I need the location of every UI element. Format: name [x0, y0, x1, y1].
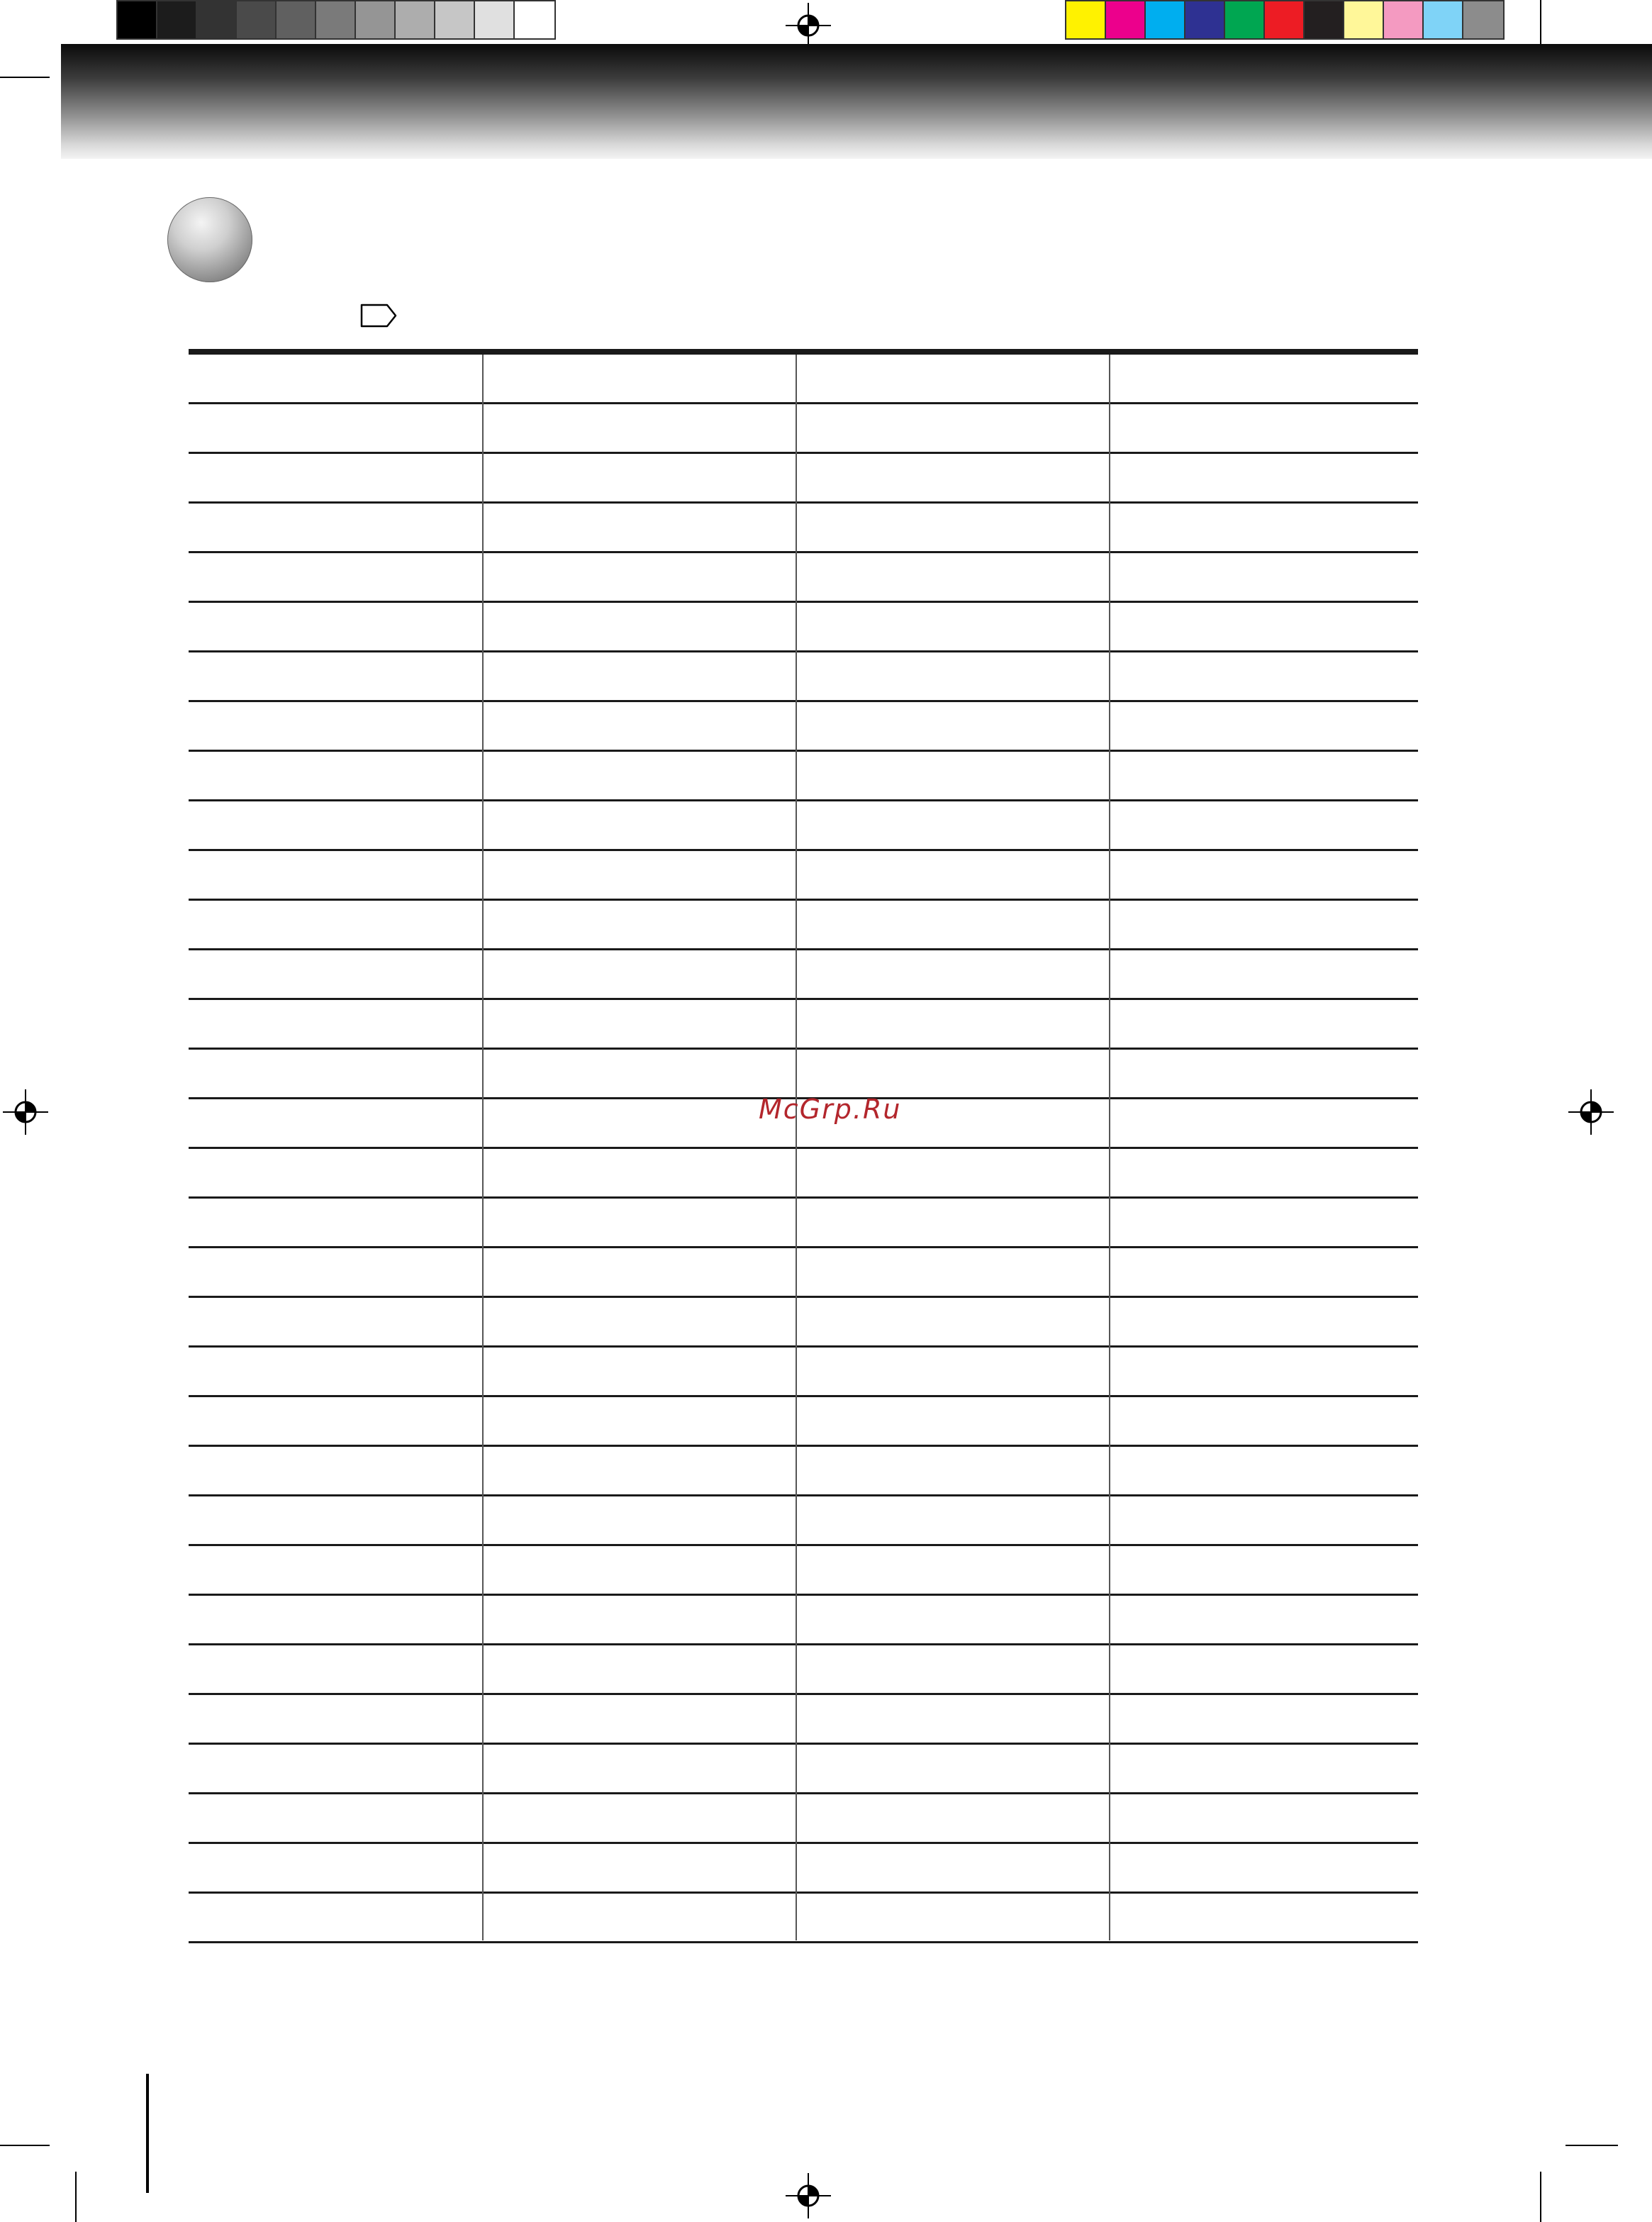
calibration-swatch [1265, 1, 1305, 38]
calibration-swatch [1344, 1, 1384, 38]
table-column-rule [1109, 355, 1110, 1940]
registration-mark-left-icon [3, 1089, 48, 1135]
table-row-rule [189, 1445, 1418, 1447]
table-row-rule [189, 1594, 1418, 1596]
table-row-rule [189, 948, 1418, 950]
calibration-swatch [1106, 1, 1146, 38]
calibration-swatch [515, 1, 554, 38]
table-row-rule [189, 1196, 1418, 1199]
calibration-swatch [1146, 1, 1185, 38]
calibration-swatch [396, 1, 435, 38]
table-row-rule [189, 501, 1418, 504]
table-row-rule [189, 1147, 1418, 1149]
registration-mark-bottom-icon [786, 2173, 831, 2218]
calibration-swatch [237, 1, 277, 38]
calibration-swatch [197, 1, 237, 38]
table-row-rule [189, 1892, 1418, 1894]
margin-bar [146, 2074, 149, 2193]
calibration-swatch [277, 1, 316, 38]
calibration-swatch [1384, 1, 1424, 38]
table-row-rule [189, 1395, 1418, 1397]
table-row-rule [189, 1743, 1418, 1745]
grayscale-calibration-bar [116, 0, 556, 40]
calibration-swatch [356, 1, 396, 38]
table-row-rule [189, 849, 1418, 851]
table-row-rule [189, 1842, 1418, 1844]
table-row-rule [189, 1693, 1418, 1695]
table-column-rule [796, 355, 797, 1940]
table-row-rule [189, 1048, 1418, 1050]
table-row-rule [189, 1643, 1418, 1645]
calibration-swatch [1066, 1, 1106, 38]
crop-mark [0, 2145, 50, 2146]
table-row-rule [189, 750, 1418, 752]
table-row-rule [189, 1792, 1418, 1794]
calibration-swatch [1225, 1, 1265, 38]
table-column-rule [482, 355, 484, 1940]
table-top-rule [189, 349, 1418, 355]
calibration-swatch [1463, 1, 1503, 38]
registration-mark-top-icon [786, 3, 831, 48]
table-row-rule [189, 998, 1418, 1000]
table-row-rule [189, 899, 1418, 901]
table-row-rule [189, 601, 1418, 603]
crop-mark [1540, 2172, 1541, 2222]
table-row-rule [189, 1246, 1418, 1248]
table-row-rule [189, 700, 1418, 702]
crop-mark [1566, 2145, 1618, 2146]
table-row-rule [189, 551, 1418, 553]
calibration-swatch [118, 1, 157, 38]
table-row-rule [189, 1296, 1418, 1298]
table-row-rule [189, 1941, 1418, 1943]
calibration-swatch [1185, 1, 1225, 38]
watermark-text: McGrp.Ru [759, 1094, 902, 1125]
calibration-swatch [475, 1, 515, 38]
table-row-rule [189, 1345, 1418, 1348]
calibration-swatch [435, 1, 475, 38]
crop-mark [0, 77, 50, 78]
table-row-rule [189, 1494, 1418, 1496]
tag-label-icon [360, 304, 397, 328]
calibration-swatch [1305, 1, 1344, 38]
registration-mark-right-icon [1568, 1089, 1614, 1135]
blank-table [189, 349, 1418, 1943]
section-sphere-icon [167, 197, 252, 282]
header-gradient-band [61, 44, 1652, 159]
calibration-swatch [157, 1, 197, 38]
color-calibration-bar [1065, 0, 1505, 40]
table-row-rule [189, 650, 1418, 652]
calibration-swatch [1424, 1, 1463, 38]
calibration-swatch [316, 1, 356, 38]
table-row-rule [189, 799, 1418, 801]
crop-mark [1540, 0, 1541, 50]
crop-mark [75, 2172, 77, 2222]
table-row-rule [189, 402, 1418, 404]
table-row-rule [189, 452, 1418, 454]
table-row-rule [189, 1544, 1418, 1546]
